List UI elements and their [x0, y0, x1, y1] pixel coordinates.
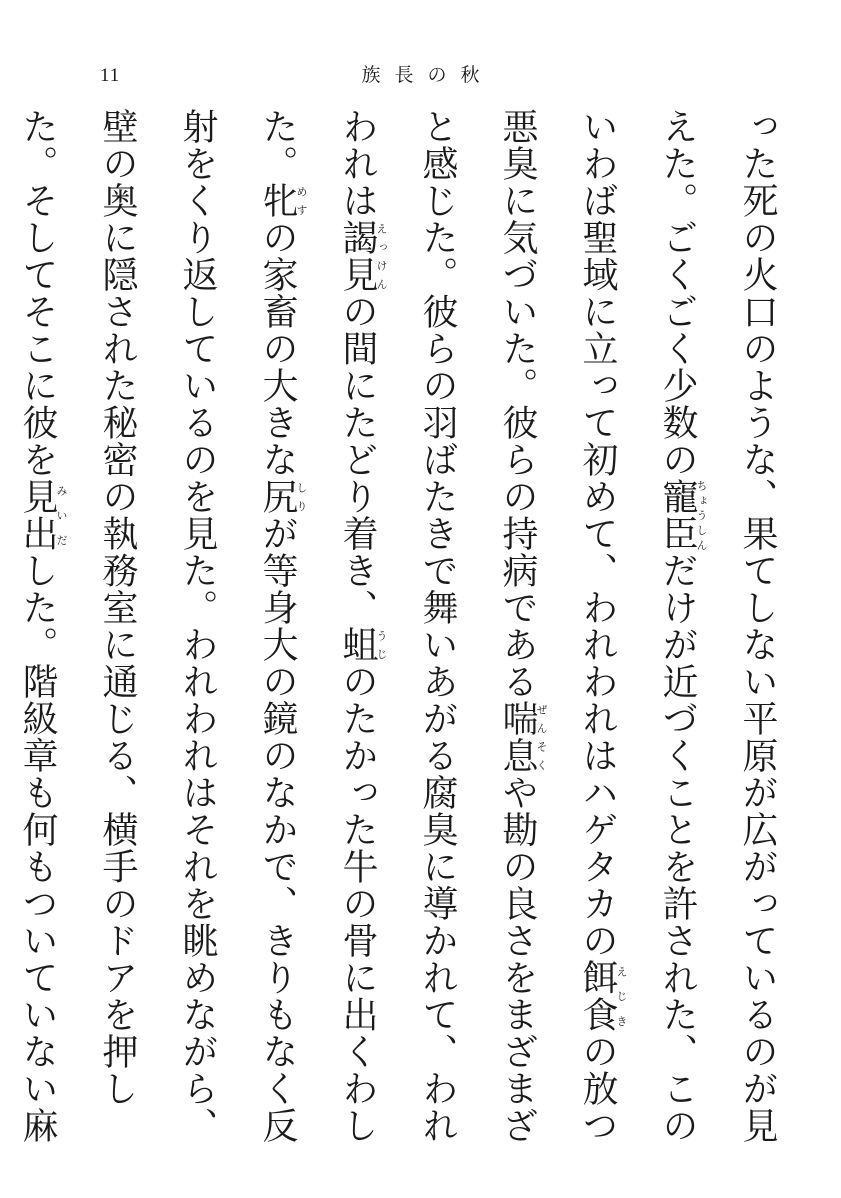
- paragraph: [0, 108, 797, 1148]
- ruby-word: [337, 219, 388, 293]
- ruby-word: [257, 478, 308, 515]
- ruby-reading: ちょうしん: [695, 478, 708, 552]
- text-segment: が等身大の鏡のなかで、きりもなく反射をくり返しているのを見た。われわれはそれを眺めながら、壁の奥に隠された秘密の執務室に通じる、横手のドアを押した。そしてそこに彼を: [17, 108, 298, 1144]
- ruby-reading: えっけん: [375, 219, 388, 293]
- ruby-base: 寵臣: [657, 478, 698, 552]
- ruby-reading: しり: [295, 478, 308, 515]
- ruby-reading: うじ: [375, 626, 388, 663]
- ruby-base: 見出: [17, 478, 58, 552]
- ruby-word: [577, 959, 628, 1033]
- text-segment: った死の火口のような、果てしない平原が広がっているのが見えた。ごくごく少数の: [657, 108, 778, 1144]
- ruby-base: 喘息: [497, 700, 538, 774]
- text-segment: の放つ悪臭に気づいた。彼らの持病である: [497, 108, 618, 1144]
- ruby-reading: ぜんそく: [535, 700, 548, 774]
- body-text: [17, 108, 797, 1148]
- ruby-base: 謁見: [337, 219, 378, 293]
- ruby-base: 尻: [257, 478, 298, 515]
- ruby-word: [497, 700, 548, 774]
- text-segment: の間にたどり着き、: [337, 293, 378, 626]
- ruby-word: [657, 478, 708, 552]
- ruby-reading: めす: [295, 182, 308, 219]
- text-segment: した。階級章も何もついていない麻: [17, 552, 58, 1144]
- text-segment: や勘の良さをまざまざと感じた。彼らの羽ばたきで舞いあがる腐臭に導かれて、われわれは: [337, 108, 538, 1144]
- ruby-word: [337, 626, 388, 663]
- text-segment: の家畜の大きな: [257, 219, 298, 478]
- ruby-word: [257, 182, 308, 219]
- ruby-base: 牝: [257, 182, 298, 219]
- text-segment: のたかった牛の骨に出くわした。: [257, 108, 378, 1144]
- ruby-base: 餌食: [577, 959, 618, 1033]
- ruby-base: 蛆: [337, 626, 378, 663]
- text-segment: だけが近づくことを許された、このいわば聖域に立って初めて、われわれはハゲタカの: [577, 108, 698, 1144]
- ruby-word: [17, 478, 68, 552]
- page-number: 11: [100, 65, 121, 86]
- ruby-reading: みいだ: [55, 478, 68, 552]
- ruby-reading: えじき: [615, 959, 628, 1033]
- running-title: 族長の秋: [361, 64, 494, 86]
